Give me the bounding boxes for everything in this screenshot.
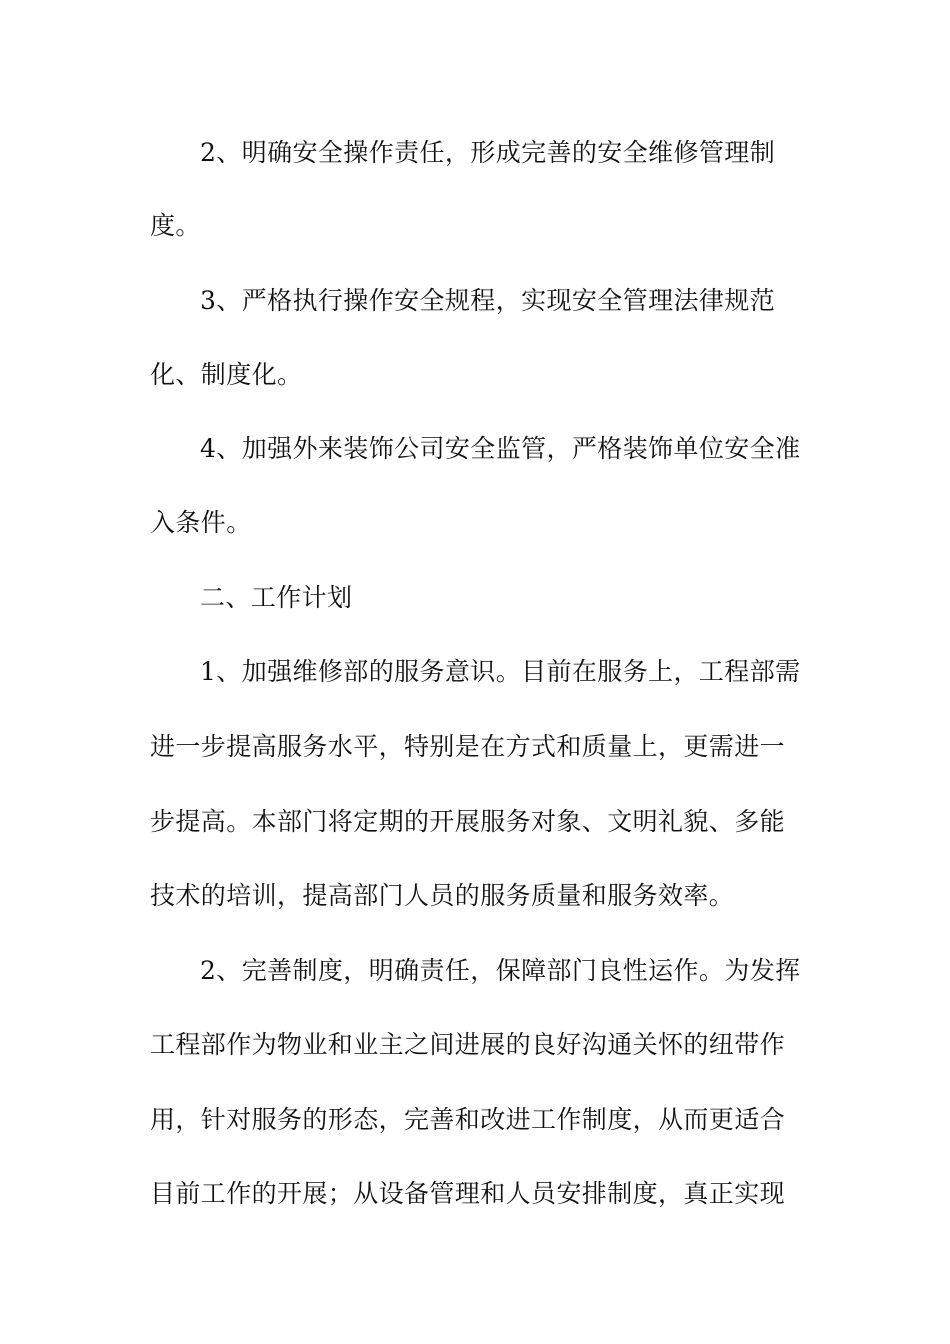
paragraph-line: 4、加强外来装饰公司安全监管，严格装饰单位安全准	[200, 434, 801, 463]
section-heading: 二、工作计划	[200, 583, 353, 612]
paragraph-line: 1、加强维修部的服务意识。目前在服务上，工程部需	[200, 657, 801, 686]
paragraph-line: 度。	[150, 211, 201, 240]
paragraph-line: 工程部作为物业和业主之间进展的良好沟通关怀的纽带作	[150, 1030, 786, 1059]
paragraph-line: 进一步提高服务水平，特别是在方式和质量上，更需进一	[150, 732, 786, 761]
paragraph-line: 2、明确安全操作责任，形成完善的安全维修管理制	[200, 138, 776, 167]
paragraph-line: 技术的培训，提高部门人员的服务质量和服务效率。	[150, 881, 735, 910]
paragraph-line: 目前工作的开展；从设备管理和人员安排制度，真正实现	[150, 1179, 786, 1208]
paragraph-line: 步提高。本部门将定期的开展服务对象、文明礼貌、多能	[150, 807, 786, 836]
paragraph-line: 3、严格执行操作安全规程，实现安全管理法律规范	[200, 286, 776, 315]
paragraph-line: 2、完善制度，明确责任，保障部门良性运作。为发挥	[200, 956, 801, 985]
paragraph-line: 化、制度化。	[150, 360, 303, 389]
paragraph-line: 入条件。	[150, 508, 252, 537]
paragraph-line: 用，针对服务的形态，完善和改进工作制度，从而更适合	[150, 1105, 786, 1134]
